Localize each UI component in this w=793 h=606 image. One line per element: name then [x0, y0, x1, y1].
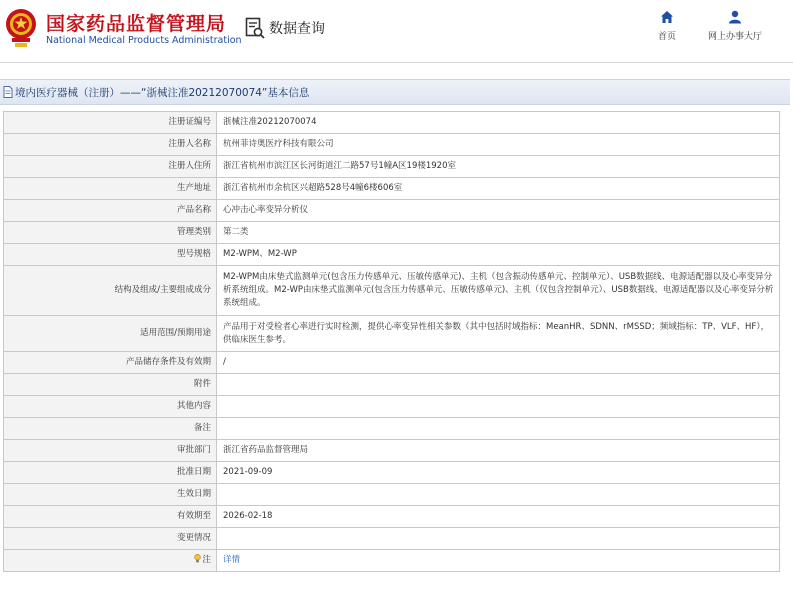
registration-info-table — [3, 111, 780, 572]
field-label: 有效期至 — [4, 506, 217, 528]
field-value: 杭州菲诗奥医疗科技有限公司 — [217, 134, 780, 156]
table-row — [4, 222, 780, 244]
table-row — [4, 200, 780, 222]
agency-name-en: National Medical Products Administration — [46, 35, 242, 46]
home-icon — [660, 10, 674, 24]
table-row — [4, 484, 780, 506]
user-icon — [728, 10, 742, 24]
field-value: / — [217, 352, 780, 374]
note-label: 注 — [202, 555, 211, 565]
field-value: 产品用于对受检者心率进行实时检测，提供心率变异性相关参数（其中包括时域指标：MeanHR、SDNN、rMSSD；频域指标：TP、VLF、HF），供临床医生参考。 — [217, 316, 780, 352]
document-search-icon — [245, 17, 265, 39]
field-label: 生产地址 — [4, 178, 217, 200]
table-row — [4, 550, 780, 572]
table-row — [4, 316, 780, 352]
field-label: 注册人住所 — [4, 156, 217, 178]
field-value — [217, 484, 780, 506]
nav-home-label: 首页 — [658, 32, 677, 42]
field-value — [217, 374, 780, 396]
table-row — [4, 112, 780, 134]
field-label: 审批部门 — [4, 440, 217, 462]
field-label: 其他内容 — [4, 396, 217, 418]
field-value: 浙械注准20212070074 — [217, 112, 780, 134]
table-row — [4, 134, 780, 156]
field-label: 适用范围/预期用途 — [4, 316, 217, 352]
table-row — [4, 462, 780, 484]
table-row — [4, 418, 780, 440]
site-header — [0, 0, 793, 63]
field-value: 浙江省杭州市滨江区长河街道江二路57号1幢A区19楼1920室 — [217, 156, 780, 178]
nav-online-service-hall[interactable] — [708, 10, 762, 42]
field-label: 附件 — [4, 374, 217, 396]
field-label: 产品名称 — [4, 200, 217, 222]
module-title: 数据查询 — [269, 21, 325, 37]
field-label: 结构及组成/主要组成成分 — [4, 266, 217, 316]
table-row — [4, 266, 780, 316]
table-row — [4, 244, 780, 266]
field-label: 注册证编号 — [4, 112, 217, 134]
table-row — [4, 352, 780, 374]
table-row — [4, 156, 780, 178]
module-heading — [245, 16, 325, 40]
field-value: 心冲击心率变异分析仪 — [217, 200, 780, 222]
lightbulb-icon — [194, 554, 201, 563]
field-label: 注册人名称 — [4, 134, 217, 156]
field-value: 浙江省杭州市余杭区兴超路528号4幢6楼606室 — [217, 178, 780, 200]
note-label-cell — [4, 550, 217, 572]
field-label: 备注 — [4, 418, 217, 440]
field-value: 2026-02-18 — [217, 506, 780, 528]
field-label: 型号规格 — [4, 244, 217, 266]
agency-name-cn: 国家药品监督管理局 — [46, 13, 227, 35]
table-row — [4, 528, 780, 550]
table-row — [4, 374, 780, 396]
field-value: 2021-09-09 — [217, 462, 780, 484]
field-label: 变更情况 — [4, 528, 217, 550]
field-label: 生效日期 — [4, 484, 217, 506]
field-value — [217, 396, 780, 418]
field-value: M2-WPM、M2-WP — [217, 244, 780, 266]
section-header — [0, 79, 790, 105]
nav-hall-label: 网上办事大厅 — [708, 32, 763, 42]
field-value — [217, 528, 780, 550]
details-link[interactable]: 详情 — [223, 555, 241, 565]
section-title: 境内医疗器械（注册）——“浙械注准20212070074”基本信息 — [15, 86, 310, 99]
field-value: 第二类 — [217, 222, 780, 244]
note-value-cell — [217, 550, 780, 572]
nav-home[interactable] — [658, 10, 676, 42]
table-row — [4, 178, 780, 200]
field-value: 浙江省药品监督管理局 — [217, 440, 780, 462]
document-icon — [3, 86, 13, 98]
field-value: M2-WPM由床垫式监测单元(包含压力传感单元、压敏传感单元)、主机（包含振动传感单元、控制单元）、USB数据线、电源适配器以及心率变异分析系统组成。M2-WP由床垫式监测单元(包含压力传感单元、压敏传感单元)、主机（仅包含控制单元）、USB数据线、电源适配器以及心率变异分析系统组成。 — [217, 266, 780, 316]
field-label: 产品储存条件及有效期 — [4, 352, 217, 374]
table-row — [4, 506, 780, 528]
field-label: 管理类别 — [4, 222, 217, 244]
national-emblem-logo — [4, 6, 38, 50]
field-label: 批准日期 — [4, 462, 217, 484]
table-row — [4, 396, 780, 418]
table-row — [4, 440, 780, 462]
field-value — [217, 418, 780, 440]
